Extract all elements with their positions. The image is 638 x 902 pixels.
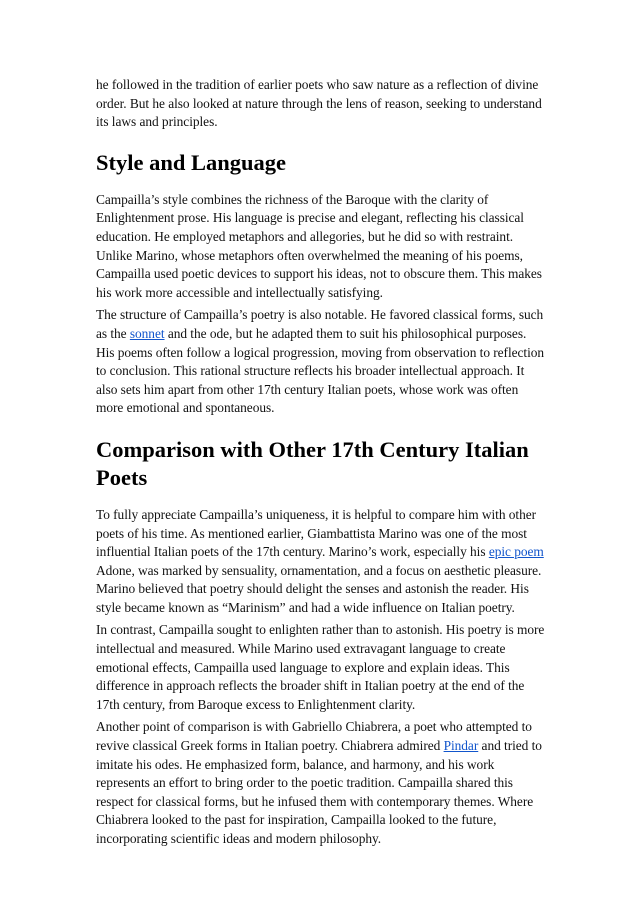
comparison-paragraph-1 xyxy=(96,506,546,618)
document-page xyxy=(96,76,546,853)
intro-paragraph: he followed in the tradition of earlier poets who saw nature as a reflection of divine order. But he also looked at nature through the lens of reason, seeking to understand its laws and principles. xyxy=(96,77,542,130)
text-run: and tried to imitate his odes. He emphasized form, balance, and harmony, and his work represents an effort to bring order to the poetic tradition. Campailla shared this respect for classical forms, but he infused them with contemporary themes. Where Chiabrera looked to the past for inspiration, Campailla looked to the future, incorporating scientific ideas and modern philosophy. xyxy=(96,738,542,846)
sonnet-link[interactable]: sonnet xyxy=(129,325,165,341)
text-run: To fully appreciate Campailla’s uniqueness, it is helpful to compare him with other poets of his time. As mentioned earlier, Giambattista Marino was one of the most influential Italian poets of the 17th century. Marino’s work, especially his xyxy=(96,506,537,560)
text-run: The structure of Campailla’s poetry is also notable. He favored classical forms, such as the xyxy=(96,307,544,341)
comparison-paragraph-2: In contrast, Campailla sought to enlighten rather than to astonish. His poetry is more intellectual and measured. While Marino used extravagant language to create emotional effects, Campailla used language to explore and explain ideas. This difference in approach reflects the broader shift in Italian poetry at the end of the 17th century, from Baroque excess to Enlightenment clarity. xyxy=(96,622,545,712)
pindar-link[interactable]: Pindar xyxy=(443,738,479,754)
heading-style-and-language: Style and Language xyxy=(96,149,287,175)
style-paragraph-1: Campailla’s style combines the richness of the Baroque with the clarity of Enlightenment prose. His language is precise and elegant, reflecting his classical education. He employed metaphors and allegories, but he did so with restraint. Unlike Marino, whose metaphors often overwhelmed the meaning of his poems, Campailla used poetic devices to support his ideas, not to obscure them. This makes his work more accessible and intellectually satisfying. xyxy=(96,191,542,300)
text-run: Adone, was marked by sensuality, ornamentation, and a focus on aesthetic pleasure. Marino believed that poetry should delight the senses and astonish the reader. His style became known as “Marinism” and had a wide influence on Italian poetry. xyxy=(96,562,542,615)
text-run: and the ode, but he adapted them to suit his philosophical purposes. His poems often follow a logical progression, moving from observation to reflection to conclusion. This rational structure reflects his broader intellectual approach. It also sets him apart from other 17th century Italian poets, whose work was often more emotional and spontaneous. xyxy=(96,325,545,416)
heading-comparison: Comparison with Other 17th Century Italian Poets xyxy=(96,436,529,490)
epic-poem-link[interactable]: epic poem xyxy=(488,544,544,560)
comparison-paragraph-3 xyxy=(96,718,546,848)
text-run: Another point of comparison is with Gabriello Chiabrera, a poet who attempted to revive classical Greek forms in Italian poetry. Chiabrera admired xyxy=(96,719,532,754)
style-paragraph-2 xyxy=(96,306,546,418)
